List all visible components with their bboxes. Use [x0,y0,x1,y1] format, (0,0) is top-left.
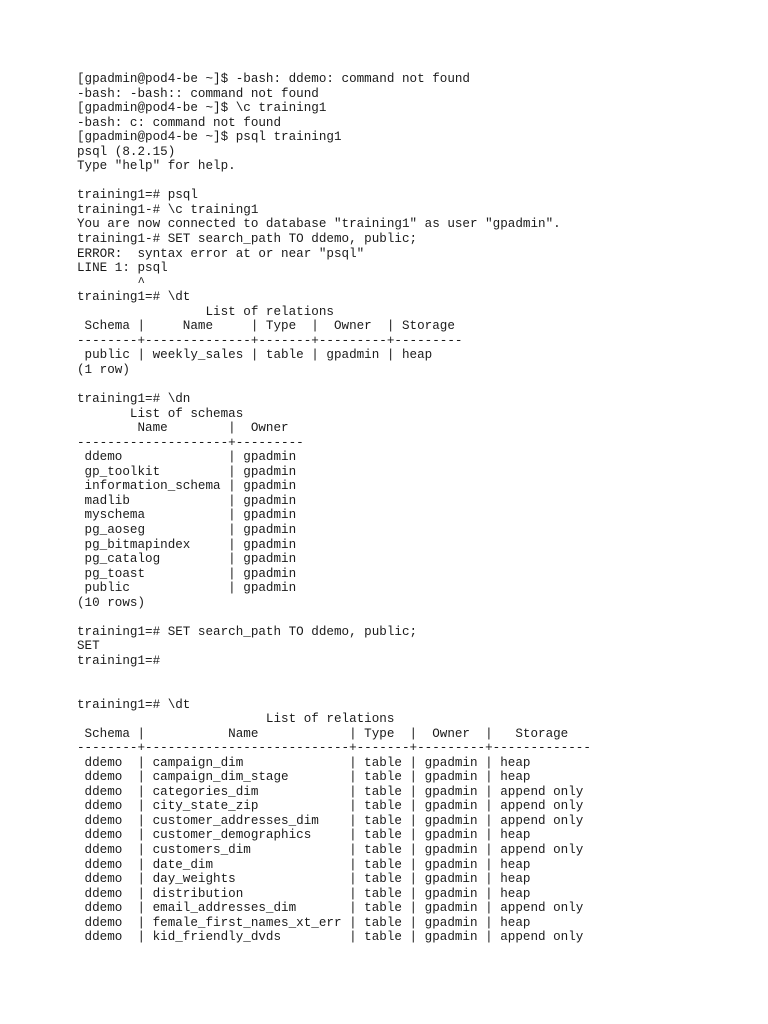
transcript-line: --------+--------------+-------+---------+--------- [77,333,463,348]
transcript-line: Schema | Name | Type | Owner | Storage [77,319,455,334]
transcript-line: training1=# psql [77,188,198,203]
transcript-line: pg_aoseg | gpadmin [77,522,297,537]
transcript-line: -bash: -bash:: command not found [77,86,319,101]
transcript-line: training1=# \dn [77,392,191,407]
transcript-line: ddemo | female_first_names_xt_err | table | gpadmin | heap [77,915,531,930]
transcript-line: ddemo | categories_dim | table | gpadmin | append only [77,784,584,799]
transcript-line [77,668,757,683]
transcript-line: public | gpadmin [77,581,297,596]
transcript-line: [gpadmin@pod4-be ~]$ \c training1 [77,101,327,116]
terminal-transcript [77,72,757,945]
transcript-line: Name | Owner [77,421,289,436]
transcript-line: pg_toast | gpadmin [77,566,297,581]
transcript-line: List of relations [77,712,395,727]
transcript-line: ddemo | city_state_zip | table | gpadmin | append only [77,799,584,814]
transcript-line: ddemo | date_dim | table | gpadmin | heap [77,857,531,872]
transcript-line [77,174,757,189]
transcript-line: SET [77,639,100,654]
transcript-line: training1=# \dt [77,290,191,305]
transcript-line: ^ [77,275,146,290]
transcript-line: -bash: c: command not found [77,115,282,130]
transcript-line: ddemo | distribution | table | gpadmin | heap [77,886,531,901]
transcript-line: training1=# \dt [77,697,191,712]
transcript-line: training1=# [77,653,161,668]
transcript-line: (1 row) [77,362,130,377]
transcript-line: ERROR: syntax error at or near "psql" [77,246,365,261]
transcript-line: myschema | gpadmin [77,508,297,523]
transcript-line: --------+---------------------------+-------+---------+------------- [77,741,591,756]
transcript-line: ddemo | customer_addresses_dim | table | gpadmin | append only [77,813,584,828]
transcript-line: Type "help" for help. [77,159,236,174]
transcript-line: training1=# SET search_path TO ddemo, public; [77,624,418,639]
transcript-line: ddemo | customers_dim | table | gpadmin | append only [77,842,584,857]
transcript-line [77,683,757,698]
transcript-line: ddemo | day_weights | table | gpadmin | heap [77,872,531,887]
transcript-line: List of schemas [77,406,244,421]
transcript-line: [gpadmin@pod4-be ~]$ -bash: ddemo: command not found [77,72,470,86]
transcript-line: --------------------+--------- [77,435,304,450]
transcript-line: pg_bitmapindex | gpadmin [77,537,297,552]
transcript-line: ddemo | gpadmin [77,450,297,465]
transcript-line: ddemo | customer_demographics | table | gpadmin | heap [77,828,531,843]
transcript-line: List of relations [77,304,334,319]
transcript-line: public | weekly_sales | table | gpadmin | heap [77,348,433,363]
transcript-line: LINE 1: psql [77,261,168,276]
transcript-line: training1-# SET search_path TO ddemo, public; [77,232,418,247]
transcript-line: psql (8.2.15) [77,144,176,159]
transcript-line [77,610,757,625]
transcript-line: ddemo | campaign_dim_stage | table | gpadmin | heap [77,770,531,785]
transcript-line: ddemo | email_addresses_dim | table | gpadmin | append only [77,901,584,916]
transcript-line [77,377,757,392]
transcript-line: ddemo | campaign_dim | table | gpadmin | heap [77,755,531,770]
transcript-line: ddemo | kid_friendly_dvds | table | gpadmin | append only [77,930,584,945]
transcript-line: [gpadmin@pod4-be ~]$ psql training1 [77,130,342,145]
transcript-line: information_schema | gpadmin [77,479,297,494]
transcript-line: Schema | Name | Type | Owner | Storage [77,726,569,741]
transcript-line: gp_toolkit | gpadmin [77,464,297,479]
transcript-line: pg_catalog | gpadmin [77,552,297,567]
transcript-line: training1-# \c training1 [77,202,259,217]
transcript-line: madlib | gpadmin [77,493,297,508]
transcript-line: You are now connected to database "training1" as user "gpadmin". [77,217,561,232]
transcript-line: (10 rows) [77,595,146,610]
